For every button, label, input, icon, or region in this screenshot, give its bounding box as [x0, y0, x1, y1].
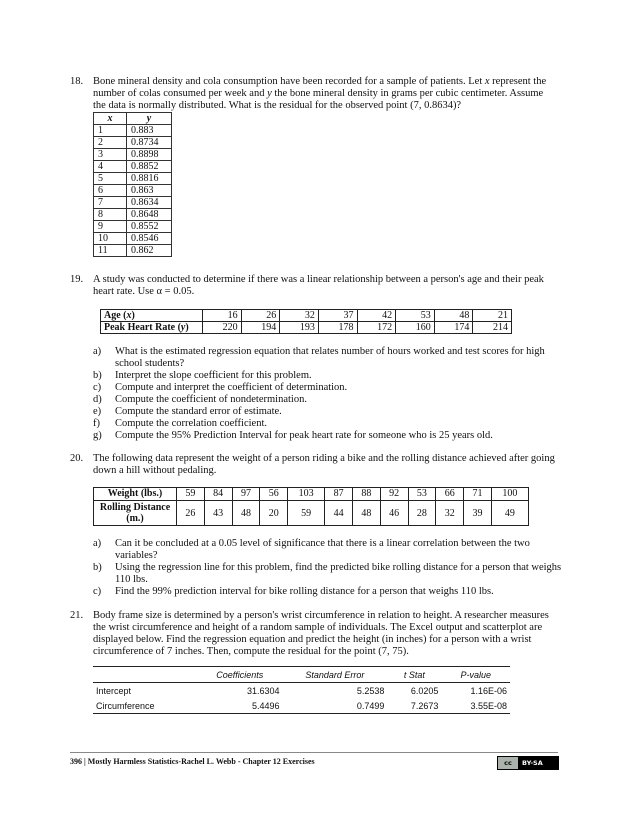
table-cell: 31.6304 [246, 685, 280, 696]
cell-x: 3 [94, 149, 127, 161]
table-cell: 32 [280, 310, 319, 322]
subquestion-text: Compute and interpret the coefficient of determination. [115, 382, 348, 393]
column-header: Standard Error [283, 667, 388, 683]
problem-number: 19. [70, 274, 84, 285]
subquestion-text: Compute the standard error of estimate. [115, 406, 282, 417]
subquestion-text: Compute the correlation coefficient. [115, 418, 267, 429]
subquestion-letter: e) [93, 406, 102, 417]
cell-x: 6 [94, 185, 127, 197]
subquestion-letter: a) [93, 346, 102, 357]
table-cell: 16 [203, 310, 242, 322]
table-cell: 71 [464, 488, 492, 501]
problem-18 [70, 76, 558, 112]
problem-20 [70, 453, 558, 477]
column-header: P-value [441, 667, 510, 683]
subquestion-letter: c) [93, 382, 102, 393]
table-cell: 53 [396, 310, 435, 322]
table-cell: 59 [177, 488, 205, 501]
table-cell: 92 [380, 488, 408, 501]
variable-x: x [484, 76, 490, 87]
problem-number: 20. [70, 453, 84, 464]
footer-divider [70, 752, 558, 753]
table-cell: 5.2538 [356, 685, 385, 696]
table-cell: 39 [464, 501, 492, 526]
table-cell: 20 [260, 501, 288, 526]
table-cell: 214 [473, 322, 512, 334]
table-cell: 100 [491, 488, 528, 501]
text-segment: the bone mineral density in grams per cubic centimeter. Assume the data is normally distributed. What is the residual for the observed point (7, 0.8634)? [93, 88, 544, 111]
cell-y: 0.8648 [127, 209, 172, 221]
table-cell: 56 [260, 488, 288, 501]
variable-y: y [267, 88, 272, 99]
table-cell: 194 [241, 322, 280, 334]
cc-license-badge [497, 756, 559, 770]
table-row [94, 161, 172, 173]
subquestion-text: Interpret the slope coefficient for this problem. [115, 370, 312, 381]
table-cell: 6.0205 [410, 685, 439, 696]
table-row [94, 173, 172, 185]
problem-21 [70, 610, 558, 658]
table-cell: 103 [288, 488, 325, 501]
subquestion-letter: c) [93, 586, 102, 597]
subquestion [93, 382, 563, 394]
table-cell: 5.4496 [197, 698, 282, 714]
row-label: Peak Heart Rate (y) [101, 322, 203, 334]
text-segment: Bone mineral density and cola consumption have been recorded for a sample of patients. Let [93, 76, 485, 87]
column-header [93, 667, 197, 683]
table-row [94, 197, 172, 209]
subquestion [93, 346, 563, 370]
cell-x: 9 [94, 221, 127, 233]
subquestion-text: Using the regression line for this problem, find the predicted bike rolling distance for a person that weighs 110 lbs. [115, 562, 562, 585]
problem-text: Body frame size is determined by a person's wrist circumference in relation to height. A researcher measures the wrist circumference and height of a random sample of individuals. The Excel output and scatterplot are displayed below. Find the regression equation and predict the height (in inches) for a person with a wrist circumference of 7 inches. Then, compute the residual for the point (7, 75). [93, 610, 549, 657]
license-text: BY-SA [522, 759, 543, 767]
subquestion-text: Compute the 95% Prediction Interval for peak heart rate for someone who is 25 years old. [115, 430, 493, 441]
subquestion-letter: b) [93, 562, 102, 573]
table-cell: 87 [325, 488, 353, 501]
subquestion [93, 394, 563, 406]
subquestion-letter: d) [93, 394, 102, 405]
data-table-18 [93, 112, 172, 257]
cell-y: 0.8734 [127, 137, 172, 149]
cell-y: 0.8852 [127, 161, 172, 173]
problem-text [93, 76, 558, 112]
subquestion [93, 430, 563, 442]
problem-text: The following data represent the weight of a person riding a bike and the rolling distance achieved after going down a hill without pedaling. [93, 453, 555, 476]
cell-y: 0.8546 [127, 233, 172, 245]
cell-x: 4 [94, 161, 127, 173]
subquestion [93, 586, 563, 598]
table-cell: 48 [232, 501, 260, 526]
table-row [94, 209, 172, 221]
table-cell: 46 [380, 501, 408, 526]
cell-x: 1 [94, 125, 127, 137]
table-row [94, 221, 172, 233]
table-cell: 21 [473, 310, 512, 322]
column-header-y: y [127, 113, 172, 125]
table-row [94, 125, 172, 137]
table-cell: 44 [325, 501, 353, 526]
column-header: Coefficients [197, 667, 282, 683]
problem-text: A study was conducted to determine if there was a linear relationship between a person's age and their peak heart rate. Use α = 0.05. [93, 274, 544, 297]
table-row [94, 185, 172, 197]
cell-y: 0.8816 [127, 173, 172, 185]
subquestion-letter: b) [93, 370, 102, 381]
subquestion-letter: f) [93, 418, 100, 429]
table-cell: 7.2673 [387, 698, 441, 714]
row-label: Intercept [96, 685, 132, 696]
subquestion [93, 406, 563, 418]
table-cell: 3.55E-08 [441, 698, 510, 714]
subquestion-letter: g) [93, 430, 102, 441]
cell-x: 5 [94, 173, 127, 185]
cell-y: 0.8634 [127, 197, 172, 209]
table-cell: 84 [204, 488, 232, 501]
subquestion-letter: a) [93, 538, 102, 549]
table-cell: 193 [280, 322, 319, 334]
cell-x: 10 [94, 233, 127, 245]
cell-x: 11 [94, 245, 127, 257]
subquestion [93, 562, 563, 586]
excel-output-table [93, 666, 510, 714]
row-label: Weight (lbs.) [94, 488, 177, 501]
table-cell: 43 [204, 501, 232, 526]
subquestion [93, 418, 563, 430]
table-cell: 1.16E-06 [470, 685, 507, 696]
table-cell: 0.7499 [283, 698, 388, 714]
data-table-19 [100, 309, 512, 334]
table-cell: 48 [434, 310, 473, 322]
table-cell: 37 [318, 310, 357, 322]
subquestion [93, 370, 563, 382]
row-label: Age (x) [101, 310, 203, 322]
problem-number: 21. [70, 610, 84, 621]
table-cell: 174 [434, 322, 473, 334]
subquestion-text: Can it be concluded at a 0.05 level of significance that there is a linear correlation between the two variables? [115, 538, 530, 561]
table-cell: 53 [408, 488, 436, 501]
cell-y: 0.8898 [127, 149, 172, 161]
subquestions-19 [93, 346, 563, 442]
table-cell: 97 [232, 488, 260, 501]
row-label: Circumference [93, 698, 197, 714]
table-cell: 172 [357, 322, 396, 334]
table-cell: 178 [318, 322, 357, 334]
cell-y: 0.862 [127, 245, 172, 257]
column-header: t Stat [387, 667, 441, 683]
table-cell: 28 [408, 501, 436, 526]
table-row [94, 245, 172, 257]
problem-19 [70, 274, 558, 298]
table-row [94, 137, 172, 149]
table-cell: 220 [203, 322, 242, 334]
cell-y: 0.883 [127, 125, 172, 137]
row-label: Rolling Distance (m.) [94, 501, 177, 526]
table-cell: 66 [436, 488, 464, 501]
subquestion-text: What is the estimated regression equation that relates number of hours worked and test scores for high school students? [115, 346, 545, 369]
subquestion [93, 538, 563, 562]
table-cell: 32 [436, 501, 464, 526]
table-cell: 26 [177, 501, 205, 526]
subquestion-text: Compute the coefficient of nondetermination. [115, 394, 307, 405]
text-segment: represent the number of colas consumed per week and [93, 76, 547, 99]
cc-logo-icon: cc [498, 757, 518, 769]
subquestions-20 [93, 538, 563, 598]
table-cell: 59 [288, 501, 325, 526]
table-cell: 48 [352, 501, 380, 526]
table-cell: 42 [357, 310, 396, 322]
subquestion-text: Find the 99% prediction interval for bike rolling distance for a person that weighs 110 lbs. [115, 586, 494, 597]
table-row [94, 149, 172, 161]
cell-x: 7 [94, 197, 127, 209]
problem-number: 18. [70, 76, 84, 87]
table-cell: 160 [396, 322, 435, 334]
table-row [94, 233, 172, 245]
table-cell: 49 [491, 501, 528, 526]
data-table-20 [93, 487, 529, 526]
table-cell: 26 [241, 310, 280, 322]
cell-x: 2 [94, 137, 127, 149]
column-header-x: x [94, 113, 127, 125]
table-cell: 88 [352, 488, 380, 501]
page-footer: 396 | Mostly Harmless Statistics-Rachel L. Webb - Chapter 12 Exercises [70, 757, 315, 766]
cell-y: 0.8552 [127, 221, 172, 233]
cell-x: 8 [94, 209, 127, 221]
cell-y: 0.863 [127, 185, 172, 197]
